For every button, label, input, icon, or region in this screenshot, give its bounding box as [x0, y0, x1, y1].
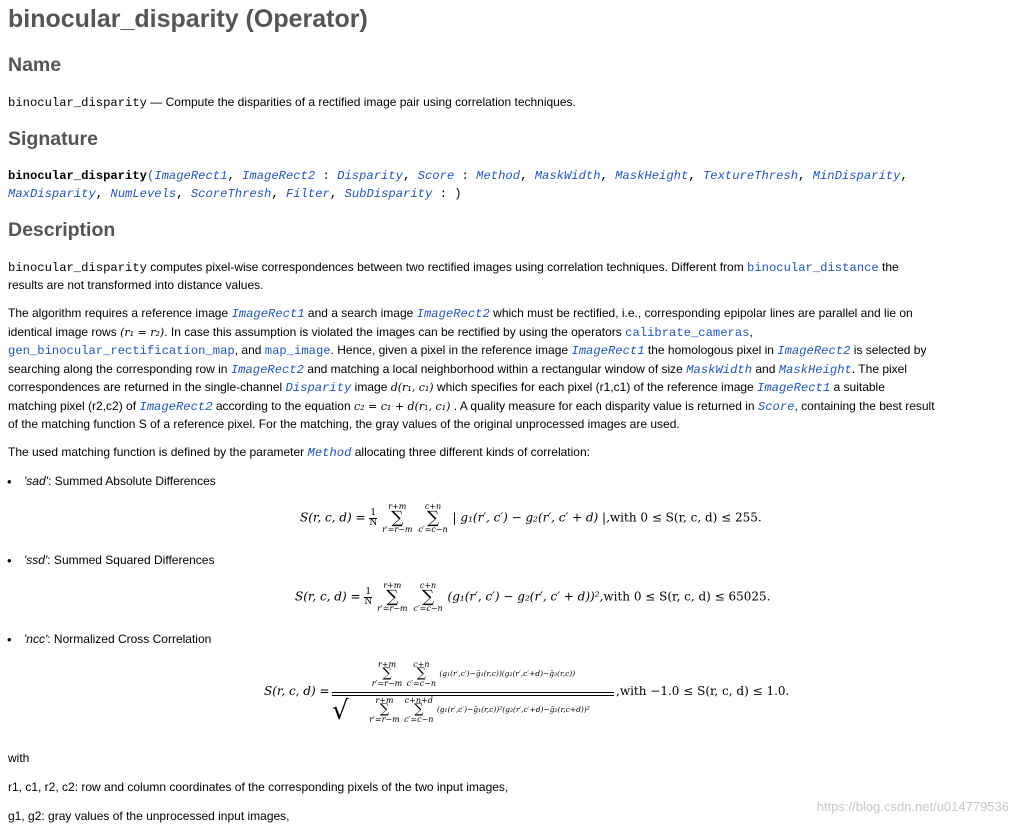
method-key-ncc: 'ncc': [24, 632, 48, 646]
param-link-imagerect2[interactable]: ImageRect2: [777, 344, 851, 358]
description-paragraph-3: [8, 444, 590, 462]
definition-coordinates: r1, c1, r2, c2: row and column coordinates of the corresponding pixels of the two input images,: [8, 780, 509, 794]
desc2-text: , and: [234, 343, 265, 357]
desc2-text: which specifies for each pixel (r1,c1) of the reference image: [433, 380, 758, 394]
method-key-ssd: 'ssd': [24, 553, 48, 567]
param-link-imagerect1[interactable]: ImageRect1: [571, 344, 645, 358]
sig-param-filter[interactable]: Filter: [285, 186, 330, 201]
formula-ssd-body: (g₁(r′, c′) − g₂(r′, c′ + d))²,: [447, 589, 604, 604]
ncc-numerator: r+m ∑ r′=r−m c+n ∑ c′=c−n (g₁(r′,c′)−ḡ₁(r,c))(g₂(r′,c′+d)−ḡ₂(r,c)): [371, 660, 576, 688]
signature-op: binocular_disparity: [8, 169, 147, 183]
desc2-text: the homologous pixel in: [644, 343, 778, 357]
desc2-text: . Hence, given a pixel in the reference image: [330, 343, 572, 357]
signature-close: : ): [432, 186, 462, 201]
sig-param-disparity[interactable]: Disparity: [337, 169, 403, 183]
formula-sad-condition: with 0 ≤ S(r, c, d) ≤ 255.: [609, 510, 762, 525]
desc2-text: identical image rows: [8, 324, 121, 339]
sum-c: c+n ∑ c′=c−n: [418, 502, 448, 534]
desc2-text: is selected by: [850, 343, 927, 357]
page-title: binocular_disparity (Operator): [8, 5, 368, 33]
sqrt-symbol: √: [332, 696, 349, 726]
desc2-text: , containing the best result: [794, 398, 935, 413]
param-link-maskwidth[interactable]: MaskWidth: [686, 362, 753, 377]
sig-param-imagerect1[interactable]: ImageRect1: [154, 169, 228, 183]
sig-param-mindisparity[interactable]: MinDisparity: [812, 169, 901, 183]
param-link-disparity[interactable]: Disparity: [285, 381, 352, 395]
link-gen-binocular-rectification-map[interactable]: gen_binocular_rectification_map: [8, 344, 235, 358]
link-binocular-distance[interactable]: binocular_distance: [747, 261, 879, 275]
method-key-sad: 'sad': [24, 474, 48, 488]
formula-ncc-left: S(r, c, d) =: [264, 684, 330, 698]
param-link-maskheight[interactable]: MaskHeight: [778, 362, 852, 377]
sig-param-maxdisparity[interactable]: MaxDisparity: [8, 186, 96, 201]
formula-sad-left: S(r, c, d) =: [300, 510, 366, 525]
desc3-text: allocating three different kinds of correlation:: [351, 445, 590, 459]
param-link-imagerect1[interactable]: ImageRect1: [231, 307, 305, 321]
desc2-text: and: [752, 361, 779, 376]
desc2-text: The algorithm requires a reference image: [8, 306, 232, 320]
sig-param-scorethresh[interactable]: ScoreThresh: [190, 186, 272, 201]
desc2-text: correspondences are returned in the single-channel: [8, 380, 286, 394]
frac-one: 1: [370, 507, 377, 518]
desc2-text: of the matching function S of a reference pixel. For the matching, the gray values of the original unprocessed images are used.: [8, 417, 680, 431]
ncc-denominator-body: (g₁(r′,c′)−ḡ₁(r,c))²(g₂(r′,c′+d)−ḡ₂(r,c+d))²: [436, 705, 590, 714]
desc2-text: and matching a local neighborhood within a rectangular window of size: [303, 361, 687, 376]
param-link-imagerect2[interactable]: ImageRect2: [139, 399, 213, 414]
signature-open-paren: (: [146, 169, 155, 183]
desc2-text: . In case this assumption is violated the images can be rectified by using the operators: [164, 324, 626, 339]
desc1-text: computes pixel-wise correspondences between two rectified images using correlation techniques. Different from: [146, 260, 748, 274]
desc1-op: binocular_disparity: [8, 261, 147, 275]
ncc-fraction: [332, 660, 614, 724]
desc2-text: and a search image: [304, 306, 417, 320]
section-signature-heading: Signature: [8, 128, 98, 150]
formula-ssd-left: S(r, c, d) =: [295, 589, 361, 604]
desc3-text: The used matching function is defined by the parameter: [8, 445, 308, 459]
desc2-text: image: [351, 380, 391, 394]
description-paragraph-2: [8, 305, 1016, 434]
watermark: https://blog.csdn.net/u014779536: [816, 799, 1009, 814]
sig-param-subdisparity[interactable]: SubDisparity: [344, 186, 433, 201]
sig-param-maskheight[interactable]: MaskHeight: [615, 169, 689, 183]
param-link-imagerect1[interactable]: ImageRect1: [757, 381, 831, 395]
ncc-denominator: √ r+m ∑ r′=r−m c+n+d ∑ c′=c−n (g₁(r′,c′)−ḡ₁(r,c))²(g₂(r′,c′+d)−ḡ₂(r,c+d))²: [332, 695, 614, 724]
desc2-text: searching along the corresponding row in: [8, 361, 231, 376]
desc2-text: . The pixel: [851, 361, 908, 376]
signature-block: binocular_disparity(ImageRect1, ImageRect2 : Disparity, Score : Method, MaskWidth, MaskHeight, TextureThresh, MinDisparity, MaxDisparity, NumLevels, ScoreThresh, Filter, SubDisparity : ): [8, 169, 908, 201]
sum-r: r+m ∑ r′=r−m: [377, 581, 408, 613]
sig-param-imagerect2[interactable]: ImageRect2: [242, 169, 316, 183]
math-c2-equation: c₂ = c₁ + d(r₁, c₁): [353, 399, 451, 413]
definition-gray-values: g1, g2: gray values of the unprocessed input images,: [8, 809, 290, 823]
frac-N: N: [369, 517, 378, 528]
operator-name: binocular_disparity: [8, 96, 147, 110]
desc1-text-3: results are not transformed into distance values.: [8, 278, 264, 292]
method-label-sad: : Summed Absolute Differences: [47, 474, 216, 488]
param-link-score[interactable]: Score: [757, 399, 795, 414]
sig-param-method[interactable]: Method: [476, 169, 521, 183]
ncc-numerator-body: (g₁(r′,c′)−ḡ₁(r,c))(g₂(r′,c′+d)−ḡ₂(r,c)): [439, 669, 576, 678]
param-link-imagerect2[interactable]: ImageRect2: [416, 307, 490, 321]
param-link-imagerect2[interactable]: ImageRect2: [230, 362, 304, 377]
math-d-r1-c1: d(r₁, c₁): [390, 381, 434, 394]
desc2-text: a suitable: [830, 380, 885, 394]
param-link-method[interactable]: Method: [307, 446, 352, 460]
desc2-text: which must be rectified, i.e., corresponding epipolar lines are parallel and lie on: [489, 306, 913, 320]
desc2-text: . A quality measure for each disparity value is returned in: [450, 398, 758, 413]
method-label-ssd: : Summed Squared Differences: [47, 553, 215, 567]
sig-param-maskwidth[interactable]: MaskWidth: [534, 169, 601, 183]
name-line: [8, 94, 576, 112]
description-paragraph-1: [8, 259, 1014, 294]
frac-N: N: [364, 596, 373, 607]
formula-ssd: [295, 581, 771, 613]
frac-one: 1: [365, 586, 372, 597]
with-label: with: [8, 751, 30, 765]
desc2-text: according to the equation: [212, 398, 354, 413]
desc2-text: ,: [749, 324, 753, 339]
math-r1-eq-r2: (r₁ = r₂): [120, 325, 165, 339]
desc2-text: matching pixel (r2,c2) of: [8, 398, 140, 413]
formula-ncc-condition: ,with −1.0 ≤ S(r, c, d) ≤ 1.0.: [616, 684, 790, 698]
name-description: — Compute the disparities of a rectified image pair using correlation techniques.: [146, 95, 576, 109]
formula-sad-body: | g₁(r′, c′) − g₂(r′, c′ + d) |,: [452, 510, 610, 525]
link-calibrate-cameras[interactable]: calibrate_cameras: [625, 325, 750, 340]
sum-r: r+m ∑ r′=r−m: [382, 502, 413, 534]
formula-ssd-condition: with 0 ≤ S(r, c, d) ≤ 65025.: [603, 589, 771, 604]
section-description-heading: Description: [8, 219, 116, 241]
sig-param-score[interactable]: Score: [417, 169, 455, 183]
sig-param-numlevels[interactable]: NumLevels: [110, 186, 177, 201]
link-map-image[interactable]: map_image: [264, 344, 331, 358]
sig-param-texturethresh[interactable]: TextureThresh: [702, 169, 799, 183]
sum-c: c+n ∑ c′=c−n: [413, 581, 443, 613]
method-label-ncc: : Normalized Cross Correlation: [47, 632, 212, 646]
desc1-text-2: the: [878, 260, 899, 274]
section-name-heading: Name: [8, 54, 62, 76]
formula-sad: [300, 502, 762, 534]
